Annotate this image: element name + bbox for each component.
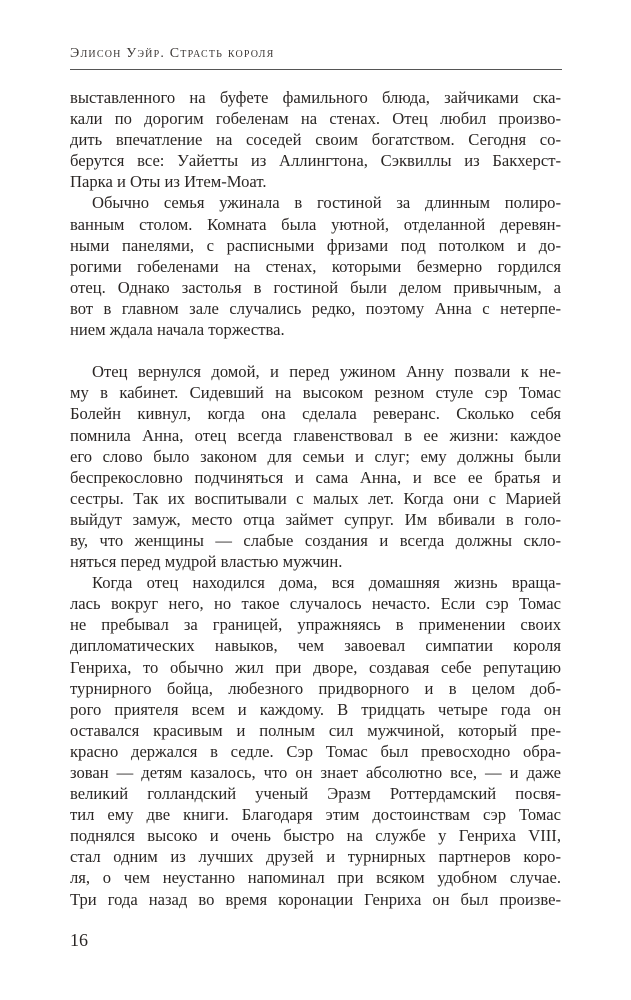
text-line: Парка и Оты из Итем-Моат.	[70, 172, 267, 192]
text-line: сестры. Так их воспитывали с малых лет. Когда они с Марией	[70, 488, 561, 508]
text-line: выйдут замуж, место отца займет супруг. Им вбивали в голо-	[70, 509, 561, 529]
text-line: ву, что женщины — слабые создания и всегда должны скло-	[70, 530, 561, 550]
text-line: Когда отец находился дома, вся домашняя жизнь враща-	[92, 573, 561, 593]
text-line: его слово было законом для семьи и слуг; ему должны были	[70, 446, 561, 466]
text-line: оставался красивым и полным сил мужчиной, который пре-	[70, 720, 561, 740]
text-line: выставленного на буфете фамильного блюда, зайчиками ска-	[70, 88, 561, 107]
text-line: ванным столом. Комната была уютной, отделанной деревян-	[70, 214, 561, 234]
text-line: Три года назад во время коронации Генриха он был произве-	[70, 889, 561, 909]
running-header: Элисон Уэйр. Страсть короля	[70, 46, 275, 61]
text-line: Болейн кивнул, когда она сделала реверанс. Сколько себя	[70, 404, 561, 424]
text-line: рого приятеля всем и каждому. В тридцать четыре года он	[70, 699, 561, 719]
text-line: ля, о чем неустанно напоминал при всяком удобном случае.	[70, 868, 561, 888]
text-line: помнила Анна, отец всегда главенствовал в ее жизни: каждое	[70, 425, 561, 445]
text-line: Обычно семья ужинала в гостиной за длинным полиро-	[92, 193, 561, 213]
text-line: великий голландский ученый Эразм Роттердамский посвя-	[70, 784, 561, 804]
text-line: рогими гобеленами на стенах, которыми безмерно гордился	[70, 256, 561, 276]
text-line: турнирного бойца, любезного придворного и в целом доб-	[70, 678, 561, 698]
paragraph	[70, 572, 561, 910]
text-line: зован — детям казалось, что он знает абсолютно все, — и даже	[70, 763, 561, 782]
text-line: беспрекословно подчиняться и сама Анна, и все ее братья и	[70, 467, 561, 487]
text-line: лась вокруг него, но такое случалось нечасто. Если сэр Томас	[70, 594, 561, 614]
header-rule	[70, 69, 562, 70]
text-line: кали по дорогим гобеленам на стенах. Отец любил произво-	[70, 109, 561, 129]
text-line: дить впечатление на соседей своим богатством. Сегодня со-	[70, 130, 561, 150]
text-line: не пребывал за границей, упражняясь в применении своих	[70, 615, 561, 635]
paragraph	[70, 361, 561, 572]
paragraph	[70, 87, 561, 192]
text-line: красно держался в седле. Сэр Томас был превосходно обра-	[70, 741, 561, 761]
text-line: дипломатических навыков, чем завоевал симпатии короля	[70, 636, 561, 656]
page-number: 16	[70, 930, 88, 950]
text-line: вот в главном зале случались редко, поэтому Анна с нетерпе-	[70, 298, 561, 318]
text-line: отец. Однако застолья в гостиной были делом привычным, а	[70, 277, 561, 297]
text-line: тил ему две книги. Благодаря этим достоинствам сэр Томас	[70, 805, 561, 825]
text-line: стал одним из лучших друзей и турнирных партнеров коро-	[70, 847, 561, 867]
text-line: поднялся высоко и очень быстро на службе у Генриха VIII,	[70, 826, 561, 846]
text-line: берутся все: Уайетты из Аллингтона, Сэквиллы из Бакхерст-	[70, 151, 561, 171]
text-line: Генриха, то обычно жил при дворе, создавая себе репутацию	[70, 657, 561, 677]
section-break	[70, 340, 561, 361]
paragraph	[70, 192, 561, 340]
body-text	[70, 87, 561, 910]
text-line: нием ждала начала торжества.	[70, 320, 285, 340]
text-line: Отец вернулся домой, и перед ужином Анну позвали к не-	[92, 362, 561, 382]
text-line: му в кабинет. Сидевший на высоком резном стуле сэр Томас	[70, 383, 561, 403]
text-line: ными панелями, с расписными фризами под потолком и до-	[70, 235, 561, 255]
text-line: няться перед мудрой властью мужчин.	[70, 552, 343, 572]
